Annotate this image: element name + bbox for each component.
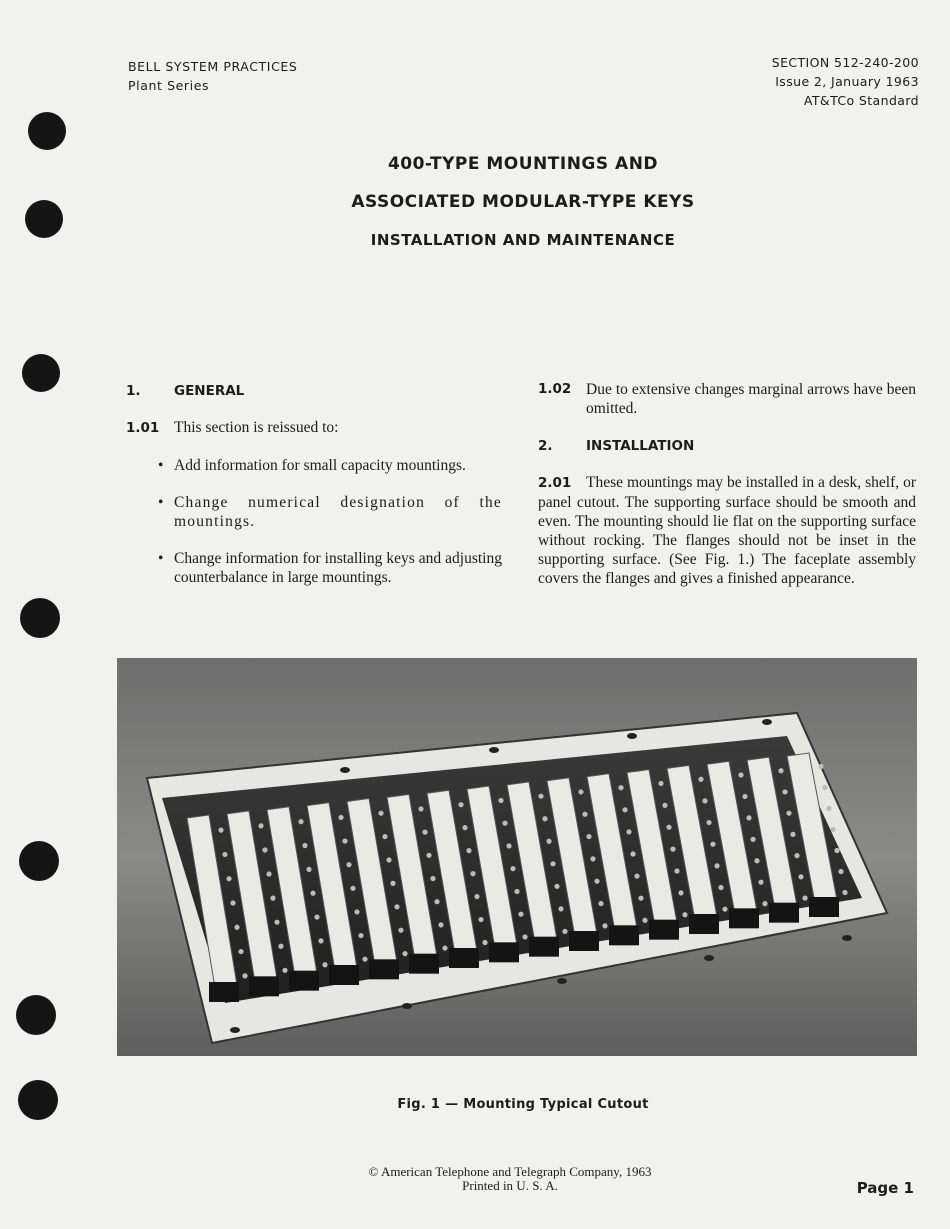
key-contact (538, 794, 543, 799)
key-contact (826, 806, 831, 811)
figure-caption: Fig. 1 — Mounting Typical Cutout (397, 1097, 649, 1112)
key-base (489, 942, 519, 962)
key-contact (670, 847, 675, 852)
key-contact (698, 777, 703, 782)
key-contact (482, 940, 487, 945)
key-contact (230, 900, 235, 905)
key-base (769, 903, 799, 923)
copyright-line: © American Telephone and Telegraph Company, 1963 (368, 1164, 652, 1179)
paragraph-number: 2.01 (538, 475, 572, 491)
key-contact (298, 819, 303, 824)
key-contact (438, 922, 443, 927)
key-base (529, 937, 559, 957)
series-title: BELL SYSTEM PRACTICES (128, 59, 298, 74)
paragraph-1-02 (538, 380, 916, 418)
key-contact (822, 785, 827, 790)
key-contact (738, 772, 743, 777)
key-contact (778, 768, 783, 773)
key-contact (662, 803, 667, 808)
key-contact (514, 889, 519, 894)
key-contact (582, 812, 587, 817)
key-contact (350, 886, 355, 891)
figure-photo (117, 658, 917, 1056)
key-contact (782, 789, 787, 794)
punch-hole (16, 995, 56, 1035)
key-contact (722, 907, 727, 912)
key-base (729, 908, 759, 928)
key-contact (402, 951, 407, 956)
key-contact (546, 839, 551, 844)
key-contact (542, 816, 547, 821)
key-contact (666, 825, 671, 830)
key-contact (678, 890, 683, 895)
section-title-general: GENERAL (174, 383, 245, 399)
key-contact (390, 881, 395, 886)
bullet-list (126, 456, 502, 587)
key-base (689, 914, 719, 934)
key-contact (630, 851, 635, 856)
issue-date: Issue 2, January 1963 (775, 74, 919, 89)
key-contact (470, 871, 475, 876)
key-contact (710, 842, 715, 847)
key-contact (302, 843, 307, 848)
key-contact (362, 957, 367, 962)
key-contact (830, 827, 835, 832)
key-contact (462, 825, 467, 830)
key-contact (242, 973, 247, 978)
title-line-2: ASSOCIATED MODULAR-TYPE KEYS (351, 192, 695, 212)
key-contact (222, 852, 227, 857)
key-contact (498, 798, 503, 803)
key-contact (790, 832, 795, 837)
section-number-2: 2. (538, 438, 553, 454)
key-contact (590, 856, 595, 861)
key-base (329, 965, 359, 985)
key-contact (442, 945, 447, 950)
key-contact (762, 901, 767, 906)
paragraph-text: These mountings may be installed in a desk, shelf, or panel cutout. The supporting surface should be smooth and even. The mounting should lie flat on the supporting surface without rocking. The flanges should not be inset in the supporting surface. (See Fig. 1.) The faceplate assembly covers the flanges and gives a finished appearance. (538, 474, 916, 587)
key-contact (674, 868, 679, 873)
footer-copyright (270, 1165, 750, 1193)
key-contact (602, 923, 607, 928)
key-contact (578, 789, 583, 794)
punch-hole (19, 841, 59, 881)
key-contact (314, 914, 319, 919)
key-contact (758, 880, 763, 885)
key-contact (638, 896, 643, 901)
key-contact (558, 906, 563, 911)
punch-hole (22, 354, 60, 392)
title-line-1: 400-TYPE MOUNTINGS AND (387, 154, 659, 174)
key-contact (598, 901, 603, 906)
key-contact (318, 938, 323, 943)
key-contact (754, 858, 759, 863)
key-contact (794, 853, 799, 858)
key-contact (714, 863, 719, 868)
bullet-item: • Change numerical designation of the mountings. (156, 493, 502, 531)
key-contact (802, 895, 807, 900)
key-contact (786, 811, 791, 816)
key-contact (746, 815, 751, 820)
key-contact (742, 794, 747, 799)
section-number: SECTION 512-240-200 (771, 55, 919, 70)
key-contact (506, 843, 511, 848)
key-contact (386, 857, 391, 862)
key-contact (270, 896, 275, 901)
key-base (369, 959, 399, 979)
left-column (126, 381, 502, 587)
key-contact (842, 890, 847, 895)
key-contact (798, 874, 803, 879)
key-contact (266, 871, 271, 876)
key-base (289, 971, 319, 991)
page-number: Page 1 (856, 1179, 914, 1197)
key-contact (398, 928, 403, 933)
key-contact (834, 848, 839, 853)
key-contact (258, 823, 263, 828)
key-contact (346, 862, 351, 867)
key-contact (422, 830, 427, 835)
key-contact (642, 918, 647, 923)
key-contact (706, 820, 711, 825)
key-contact (522, 934, 527, 939)
key-contact (554, 884, 559, 889)
key-contact (510, 866, 515, 871)
paragraph-1-01 (126, 418, 502, 438)
right-column (538, 380, 916, 588)
key-base (209, 982, 239, 1002)
key-contact (238, 949, 243, 954)
paragraph-text: This section is reissued to: (174, 419, 339, 436)
key-base (609, 925, 639, 945)
key-contact (594, 879, 599, 884)
paragraph-number: 1.01 (126, 420, 160, 436)
header-left (128, 57, 297, 95)
punch-hole (28, 112, 66, 150)
key-contact (682, 912, 687, 917)
mounting-photo-illustration (117, 658, 917, 1056)
key-contact (278, 944, 283, 949)
key-base (569, 931, 599, 951)
key-contact (518, 912, 523, 917)
key-contact (562, 929, 567, 934)
key-contact (418, 806, 423, 811)
key-contact (702, 798, 707, 803)
key-contact (622, 807, 627, 812)
key-base (249, 976, 279, 996)
key-contact (226, 876, 231, 881)
key-contact (430, 876, 435, 881)
title-line-3: INSTALLATION AND MAINTENANCE (370, 231, 676, 249)
key-contact (394, 904, 399, 909)
key-contact (382, 834, 387, 839)
key-contact (434, 899, 439, 904)
punch-hole (20, 598, 60, 638)
key-contact (342, 838, 347, 843)
key-contact (478, 917, 483, 922)
plant-series: Plant Series (128, 78, 210, 93)
key-contact (234, 925, 239, 930)
key-contact (338, 815, 343, 820)
key-contact (718, 885, 723, 890)
section-number-1: 1. (126, 383, 141, 399)
key-contact (466, 848, 471, 853)
bullet-item: • Change information for installing keys and adjusting counterbalance in large mountings. (156, 549, 502, 587)
key-base (409, 954, 439, 974)
key-contact (838, 869, 843, 874)
key-contact (658, 781, 663, 786)
key-contact (262, 847, 267, 852)
key-contact (626, 829, 631, 834)
key-contact (282, 968, 287, 973)
key-contact (218, 828, 223, 833)
key-contact (458, 802, 463, 807)
key-contact (274, 920, 279, 925)
standard-label: AT&TCo Standard (803, 93, 919, 108)
key-contact (310, 891, 315, 896)
key-contact (322, 962, 327, 967)
key-contact (306, 867, 311, 872)
printed-line: Printed in U. S. A. (462, 1178, 558, 1193)
key-base (649, 920, 679, 940)
key-contact (618, 785, 623, 790)
key-contact (750, 837, 755, 842)
punch-hole (25, 200, 63, 238)
key-contact (634, 873, 639, 878)
paragraph-text: Due to extensive changes marginal arrows have been omitted. (586, 381, 916, 417)
key-base (449, 948, 479, 968)
key-contact (818, 764, 823, 769)
key-contact (586, 834, 591, 839)
section-title-installation: INSTALLATION (586, 438, 695, 454)
key-contact (358, 933, 363, 938)
key-contact (502, 821, 507, 826)
punch-hole (18, 1080, 58, 1120)
key-contact (378, 811, 383, 816)
key-contact (474, 894, 479, 899)
key-base (809, 897, 839, 917)
key-contact (354, 909, 359, 914)
header-right (772, 53, 919, 110)
bullet-item: • Add information for small capacity mountings. (156, 456, 502, 475)
key-contact (550, 861, 555, 866)
paragraph-number: 1.02 (538, 381, 572, 397)
section-heading-installation (538, 436, 916, 455)
section-heading-general (126, 381, 502, 400)
key-contact (426, 853, 431, 858)
paragraph-2-01 (538, 473, 916, 588)
